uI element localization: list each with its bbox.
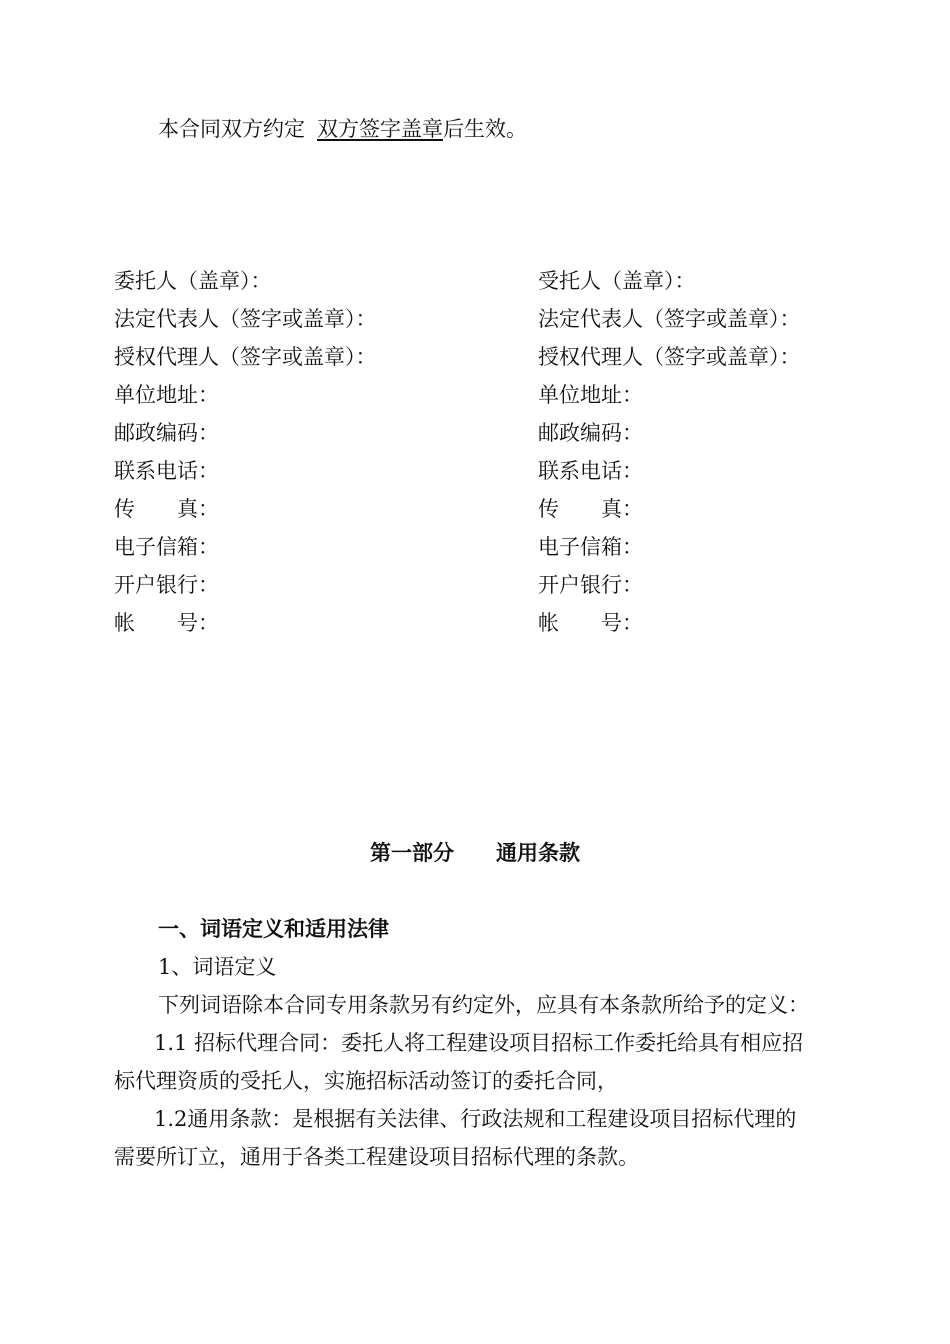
- principal-legal-rep-label: 法定代表人（签字或盖章）：: [114, 307, 377, 331]
- principal-phone-label: 联系电话：: [114, 459, 219, 483]
- principal-agent-label: 授权代理人（签字或盖章）：: [114, 345, 377, 369]
- item-1-1-line1: 1.1 招标代理合同：委托人将工程建设项目招标工作委托给具有相应招: [154, 1031, 804, 1055]
- agent-bank-label: 开户银行：: [538, 573, 643, 597]
- section-heading: 一、词语定义和适用法律: [158, 916, 389, 941]
- effective-clause-filled: 双方签字盖章: [317, 117, 443, 141]
- principal-account-label: 帐 号：: [114, 611, 219, 635]
- item-1-1-line2: 标代理资质的受托人，实施招标活动签订的委托合同，: [114, 1069, 618, 1093]
- principal-fax-label: 传 真：: [114, 497, 219, 521]
- principal-postcode-label: 邮政编码：: [114, 421, 219, 445]
- effective-clause-suffix: 后生效。: [443, 117, 527, 141]
- effective-clause: [158, 114, 527, 144]
- agent-fax-label: 传 真：: [538, 497, 643, 521]
- principal-seal-label: 委托人（盖章）：: [114, 269, 272, 293]
- agent-address-label: 单位地址：: [538, 383, 643, 407]
- part-title: 第一部分 通用条款: [370, 840, 580, 865]
- signature-block-principal: [114, 262, 377, 642]
- agent-legal-rep-label: 法定代表人（签字或盖章）：: [538, 307, 801, 331]
- agent-account-label: 帐 号：: [538, 611, 643, 635]
- item-1-2-line2: 需要所订立，通用于各类工程建设项目招标代理的条款。: [114, 1145, 639, 1169]
- signature-block-agent: [538, 262, 801, 642]
- agent-authorized-label: 授权代理人（签字或盖章）：: [538, 345, 801, 369]
- definitions-intro: 下列词语除本合同专用条款另有约定外，应具有本条款所给予的定义：: [158, 993, 809, 1017]
- principal-address-label: 单位地址：: [114, 383, 219, 407]
- principal-email-label: 电子信箱：: [114, 535, 219, 559]
- agent-postcode-label: 邮政编码：: [538, 421, 643, 445]
- effective-clause-prefix: 本合同双方约定: [158, 117, 305, 141]
- item-1-2-line1: 1.2通用条款：是根据有关法律、行政法规和工程建设项目招标代理的: [154, 1107, 797, 1131]
- agent-phone-label: 联系电话：: [538, 459, 643, 483]
- subsection-heading: 1、词语定义: [158, 955, 277, 979]
- agent-email-label: 电子信箱：: [538, 535, 643, 559]
- agent-seal-label: 受托人（盖章）：: [538, 269, 696, 293]
- principal-bank-label: 开户银行：: [114, 573, 219, 597]
